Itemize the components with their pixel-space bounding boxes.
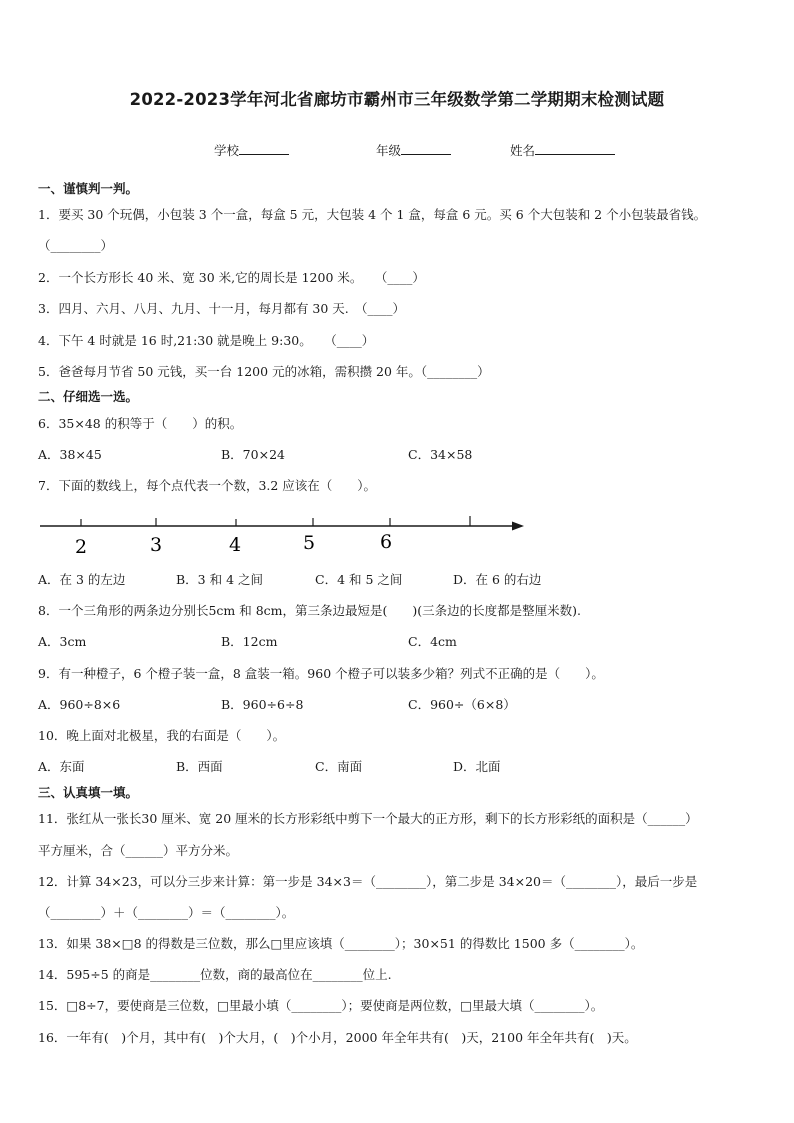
question-6-option-a: A．38×45 bbox=[38, 447, 102, 462]
question-6-option-b: B．70×24 bbox=[221, 447, 285, 462]
grade-blank bbox=[401, 142, 451, 155]
name-field bbox=[510, 141, 615, 159]
question-12: 12．计算 34×23，可以分三步来计算：第一步是 34×3＝（________），第二步是 34×20＝（________），最后一步是 bbox=[38, 874, 698, 889]
section-1-heading: 一、谨慎判一判。 bbox=[38, 181, 139, 196]
question-4: 4．下午 4 时就是 16 时,21:30 就是晚上 9:30。 （____） bbox=[38, 333, 375, 348]
question-14: 14．595÷5 的商是________位数，商的最高位在________位上. bbox=[38, 967, 392, 982]
school-label: 学校 bbox=[214, 143, 240, 158]
question-10-option-c: C．南面 bbox=[315, 759, 363, 774]
section-3-heading: 三、认真填一填。 bbox=[38, 785, 139, 800]
grade-label: 年级 bbox=[376, 143, 402, 158]
question-8-option-a: A．3cm bbox=[38, 634, 87, 649]
question-1: 1．要买 30 个玩偶，小包装 3 个一盒，每盒 5 元，大包装 4 个 1 盒，每盒 6 元。买 6 个大包装和 2 个小包装最省钱。 bbox=[38, 207, 707, 222]
question-7-option-c: C．4 和 5 之间 bbox=[315, 572, 403, 587]
question-2: 2．一个长方形长 40 米、宽 30 米,它的周长是 1200 米。 （____） bbox=[38, 270, 425, 285]
grade-field bbox=[376, 141, 451, 159]
question-8: 8．一个三角形的两条边分别长5cm 和 8cm，第三条边最短是( )(三条边的长度都是整厘米数). bbox=[38, 603, 581, 618]
question-1-blank: （________） bbox=[38, 238, 114, 253]
question-9-option-c: C．960÷（6×8） bbox=[408, 697, 516, 712]
question-12-continued: （________）＋（________）＝（________）。 bbox=[38, 905, 295, 920]
question-9-option-a: A．960÷8×6 bbox=[38, 697, 121, 712]
question-8-option-b: B．12cm bbox=[221, 634, 278, 649]
question-9-option-b: B．960÷6÷8 bbox=[221, 697, 304, 712]
number-line-label: 3 bbox=[150, 534, 163, 556]
question-9: 9．有一种橙子，6 个橙子装一盒，8 盒装一箱。960 个橙子可以装多少箱？列式不正确的是（ ）。 bbox=[38, 666, 604, 681]
question-11: 11．张红从一张长30 厘米、宽 20 厘米的长方形彩纸中剪下一个最大的正方形，剩下的长方形彩纸的面积是（______） bbox=[38, 811, 698, 826]
name-label: 姓名 bbox=[510, 143, 536, 158]
number-line-figure bbox=[30, 506, 540, 556]
question-7-option-b: B．3 和 4 之间 bbox=[176, 572, 264, 587]
question-6-option-c: C．34×58 bbox=[408, 447, 473, 462]
question-8-option-c: C．4cm bbox=[408, 634, 457, 649]
question-10-option-d: D．北面 bbox=[453, 759, 501, 774]
question-11-continued: 平方厘米，合（______）平方分米。 bbox=[38, 843, 239, 858]
question-15: 15．□8÷7，要使商是三位数，□里最小填（________）；要使商是两位数，□里最大填（________）。 bbox=[38, 998, 604, 1013]
question-6: 6．35×48 的积等于（ ）的积。 bbox=[38, 416, 243, 431]
number-line-arrow bbox=[512, 522, 524, 531]
question-7-option-a: A．在 3 的左边 bbox=[38, 572, 126, 587]
section-2-heading: 二、仔细选一选。 bbox=[38, 389, 139, 404]
question-13: 13．如果 38×□8 的得数是三位数，那么□里应该填（________）；30×51 的得数比 1500 多（________）。 bbox=[38, 936, 644, 951]
question-5: 5．爸爸每月节省 50 元钱，买一台 1200 元的冰箱，需积攒 20 年。（________） bbox=[38, 364, 490, 379]
question-16: 16．一年有( )个月，其中有( )个大月，( )个小月，2000 年全年共有( )天，2100 年全年共有( )天。 bbox=[38, 1030, 637, 1045]
question-10-option-a: A．东面 bbox=[38, 759, 85, 774]
question-10: 10．晚上面对北极星，我的右面是（ ）。 bbox=[38, 728, 286, 743]
question-10-option-b: B．西面 bbox=[176, 759, 223, 774]
number-line-label: 2 bbox=[75, 536, 88, 556]
name-blank bbox=[535, 142, 615, 155]
page-title: 2022-2023学年河北省廊坊市霸州市三年级数学第二学期期末检测试题 bbox=[129, 90, 665, 109]
school-field bbox=[214, 141, 289, 159]
number-line-label: 6 bbox=[380, 531, 393, 553]
question-7: 7．下面的数线上，每个点代表一个数，3.2 应该在（ ）。 bbox=[38, 478, 377, 493]
number-line-label: 4 bbox=[229, 534, 242, 556]
school-blank bbox=[239, 142, 289, 155]
question-7-option-d: D．在 6 的右边 bbox=[453, 572, 542, 587]
number-line-label: 5 bbox=[303, 532, 316, 554]
question-3: 3．四月、六月、八月、九月、十一月，每月都有 30 天. （____） bbox=[38, 301, 406, 316]
